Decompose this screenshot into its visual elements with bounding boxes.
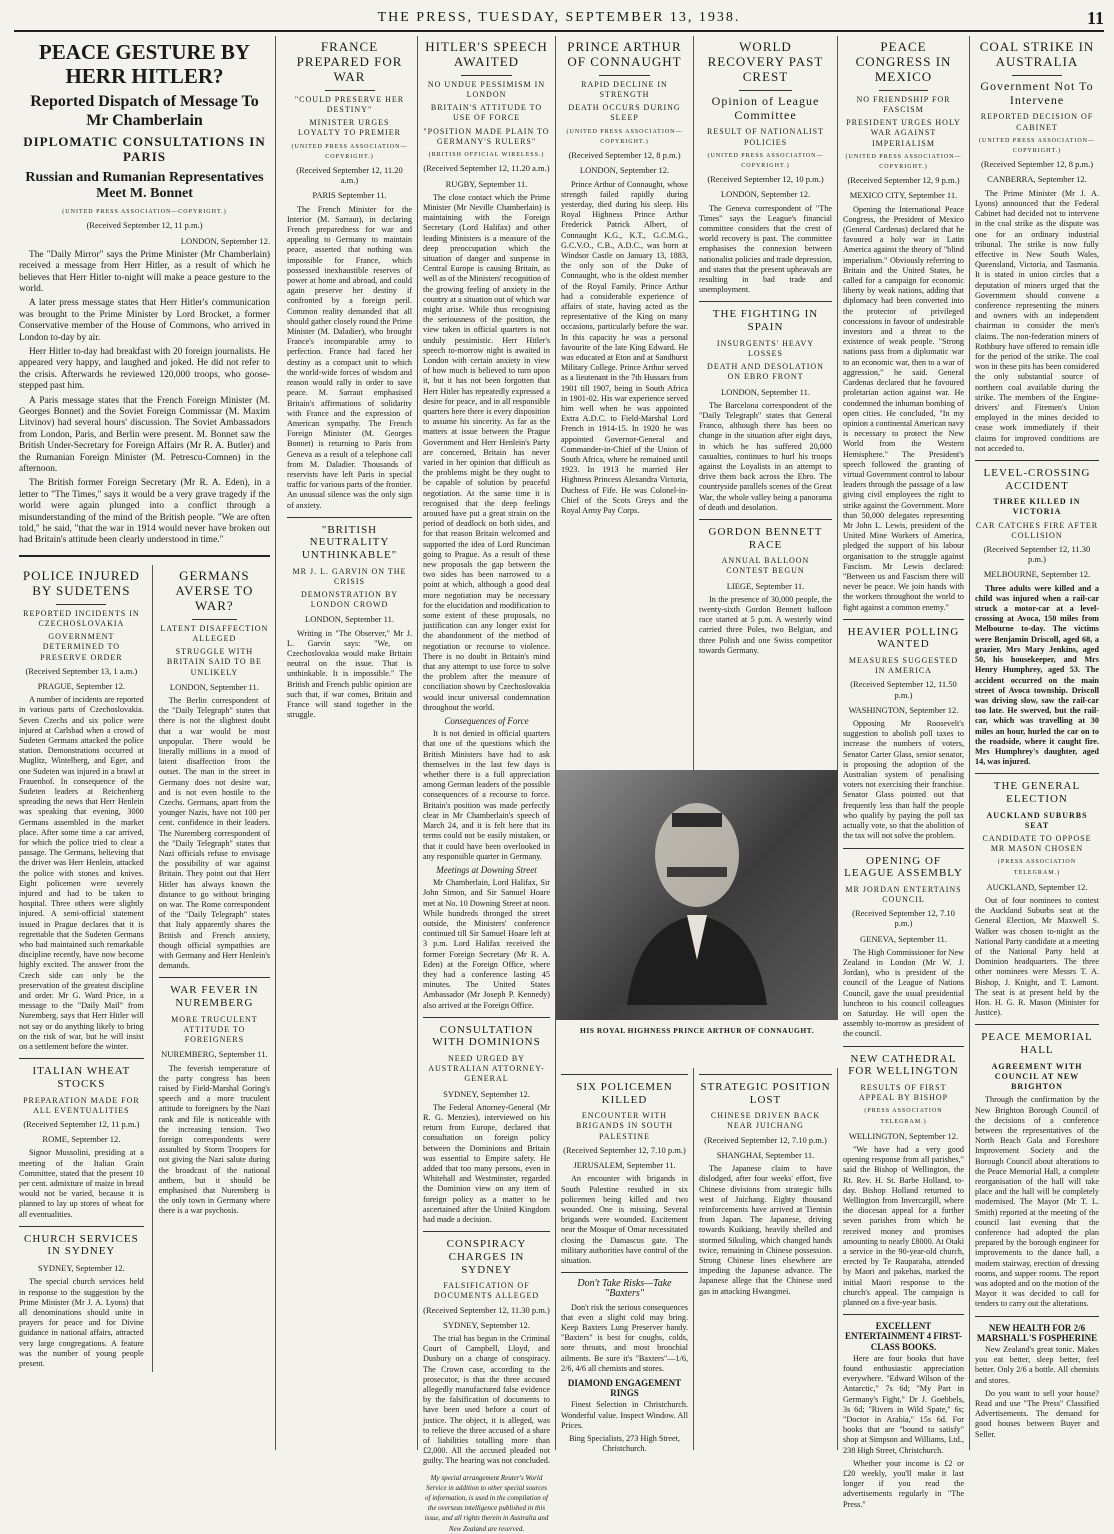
article-text: Three adults were killed and a child was injured when a rail-car struck a motor-car at a level-crossing at Avoca, 150 miles from Melbourne to-day. The victims were Benjamin Driscoll, aged 68, a grazier, Mrs Mary Jenkins, aged 50, his housekeeper, and Mrs Henry Humphrey, aged 53. The accident occurred on the main street of Avoca township. Driscoll was driving slow, saw the rail-car too late. He swerved, but the rail-car, which was travelling at 30 miles an hour, hurled the car on to the roadside, where it caught fire. Mrs Humphrey's daughter, aged 14, was injured. <box>975 583 1099 767</box>
ad-rings-footer: Bing Specialists, 273 High Street, Christchurch. <box>569 1433 680 1454</box>
ad-books-heading: EXCELLENT ENTERTAINMENT 4 FIRST-CLASS BOOKS. <box>844 1321 963 1352</box>
subheadline: PREPARATION MADE FOR ALL EVENTUALITIES <box>23 1095 140 1115</box>
received-line: (Received September 12, 11.20 a.m.) <box>296 165 403 186</box>
headline-church-services: CHURCH SERVICES IN SYDNEY <box>24 1232 139 1258</box>
subheadline: CAR CATCHES FIRE AFTER COLLISION <box>975 520 1099 540</box>
received-line: (Received September 12, 9 p.m.) <box>847 175 960 186</box>
article-text: The Berlin correspondent of the "Daily Telegraph" states that there is not the slightest doubt that a war would be most unpopular. There would be literally millions in a mood of latent disaffection from the outset. The man in the street in Germany does not desire war, and is not even hostile to the Czechs. Germans, apart from the younger Nazis, have not 100 per cent. confidence in their leaders. The Nuremberg correspondent of the "Daily Telegraph" states that Nazi officials refuse to envisage the possibility of war against Britain. They point out that Herr Hitler has always known the distance to go without bringing on war. The Rome correspondent of the "Daily Telegraph" states that Italy apparently shares the British and French anxiety, though official sympathies are with Germany and Herr Henlein's demands. <box>158 695 270 971</box>
article-paragraph: Herr Hitler to-day had breakfast with 20 foreign journalists. He appeared very happy, and laughed and joked. He did not refer to the crisis. Afterwards he reviewed 120,000 troops, who goose-stepped past him. <box>19 346 270 392</box>
article-text: The Japanese claim to have dislodged, after four weeks' effort, five Chinese divisions from strategic hills west of Juichang. Eighty thousand reinforcements have arrived at Tientsin from Japan. The Japanese, driving towards Kuikiang, heavily shelled and stormed Sikuling, which changed hands twice, remaining in Chinese possession. Strong Chinese lines elsewhere are impeding the Japanese advance. The Japanese allege that the Chinese used gas in attacking Hwangmei. <box>699 1164 832 1296</box>
article-text: Signor Mussolini, presiding at a meeting of the Italian Grain Committee, stated that the present 10 per cent. admixture of maize in bread would not be varied, because it is planned to lay up stores of wheat for all eventualities. <box>19 1148 144 1219</box>
subheadline: "POSITION MADE PLAIN TO GERMANY'S RULERS" <box>423 126 550 146</box>
headline-italian-wheat: ITALIAN WHEAT STOCKS <box>32 1065 131 1090</box>
agency-line: (UNITED PRESS ASSOCIATION—COPYRIGHT.) <box>291 143 408 160</box>
subheadline-consultations: DIPLOMATIC CONSULTATIONS IN PARIS <box>23 134 266 164</box>
subheadline: AUCKLAND SUBURBS SEAT <box>986 810 1088 830</box>
headline-six-policemen: SIX POLICEMEN KILLED <box>576 1081 673 1106</box>
agency-line: (UNITED PRESS ASSOCIATION—COPYRIGHT.) <box>62 209 227 216</box>
column-6 <box>838 36 970 1509</box>
dateline: NUREMBERG, September 11. <box>161 1049 268 1060</box>
article-text: "We have had a very good opening response from all parishes," said the Bishop of Wellington, the Rt. Rev. H. St. Barbe Holland, to-day. Bishop Holland returned to Wellington from Invercargill, where the diocesan appeal for a further seven parishes from which he received money and promises amounting to nearly £8000. At Otaki a service in the 90-year-old church, erected by Te Rauparaha, attended by Maori and pakehas, marked the initial Maori response to the church's appeal. The campaign is planned on a five-year basis. <box>843 1144 964 1307</box>
dateline: LONDON, September 12. <box>720 189 811 200</box>
received-line: (Received September 12, 7.10 p.m.) <box>704 1134 827 1145</box>
article-text: The French Minister for the Interior (M. Sarraut), in declaring French preparedness for war and appealing to Germany to maintain peace, asserted that nothing was impossible for France, which possessed inexhaustible reserves of power at home and abroad, and could again preserve her destiny if confronted by a foreign peril. Common reality demanded that all should gather closely round the Prime Minister (M. Daladier), who brought France's incomparable army to perfection. France had faced her destiny as a compact unit to which the world-wide forces of wisdom and reason would rally in order to save peace. M. Sarraut emphasised Britain's affirmations of solidarity with France and the expression of American sympathy. The French Foreign Minister (M. Georges Bonnet) is returning to Paris from Geneva as a result of a telephone call from M. Daladier. Thousands of reservists have left Paris in special traffic for various parts of the frontier. An unusual silence was the only sign of anxiety. <box>287 204 412 510</box>
subheadline: FALSIFICATION OF DOCUMENTS ALLEGED <box>433 1281 540 1301</box>
dateline: LONDON, September 12. <box>180 235 270 246</box>
subheadline: PRESIDENT URGES HOLY WAR AGAINST IMPERIALISM <box>846 118 961 148</box>
headline-peace-congress: PEACE CONGRESS IN MEXICO <box>855 39 952 84</box>
dateline: MELBOURNE, September 12. <box>983 569 1091 580</box>
subheadline: CANDIDATE TO OPPOSE MR MASON CHOSEN <box>982 834 1092 854</box>
headline-general-election: THE GENERAL ELECTION <box>993 780 1081 805</box>
agency-line: (UNITED PRESS ASSOCIATION—COPYRIGHT.) <box>978 137 1095 155</box>
headline-hitlers-speech: HITLER'S SPEECH AWAITED <box>425 39 548 69</box>
column-1 <box>14 36 276 1450</box>
dateline: ROME, September 12. <box>42 1134 121 1145</box>
received-line: (Received September 12, 8 p.m.) <box>568 150 681 161</box>
dateline: JERUSALEM, September 11. <box>573 1160 676 1171</box>
article-text: The close contact which the Prime Minister (Mr Neville Chamberlain) is maintaining with the Foreign Secretary (Lord Halifax) and other leading Ministers is a measure of the deep preoccupation which the situation of danger and suspense in Central Europe is causing Britain, as well as of the Ministers' recognition of the growing feeling of anxiety in the country at a situation out of which war might arise. While thus recognising the seriousness of the position, the view taken in official quarters is not unduly pessimistic. Herr Hitler's speech to-morrow night is awaited in London with certain anxiety in view of how much is believed to turn upon it, but it has not been forgotten that Herr Hitler has repeatedly expressed a desire for peace, and in all responsible quarters here there is every disposition to assume his sincerity. As far as the matters at issue between the Prague Government and Herr Henlein's Party are concerned, Britain has never varied in her opinion that difficult as the problems might be they ought to be capable of solution by peaceful negotiation. At the same time it is recognised that the deep feelings aroused have put a great strain on the period of deadlock on both sides, and for that reason Britain welcomed and supported the idea of Lord Runciman going to Prague. As a result of these new proposals the gap between the two sides has been narrowed to a point at which, although a good deal more negotiation may be necessary for the elucidation and modification to some extent of these proposals, no justification can any longer exist for the abandonment of the method of negotiation or recourse to violence. There is no doubt in Britain's mind that any attempt to use force to solve the problem after the measure of conciliation shown by Czechoslovakia would incur universal condemnation throughout the world. <box>423 192 550 712</box>
article-text: The Geneva correspondent of "The Times" says the League's financial committee considers that the crest of world recovery is past. The committee emphasises the connexion between nationalist policies and trade depression, and states that the present upheavals are resulting in bad trade and unemployment. <box>699 203 833 295</box>
dateline: RUGBY, September 11. <box>445 178 528 189</box>
subheadline: DEATH AND DESOLATION ON EBRO FRONT <box>707 362 824 382</box>
subheadline: RESULTS OF FIRST APPEAL BY BISHOP <box>858 1082 949 1103</box>
headline-peace-gesture: PEACE GESTURE BY HERR HITLER? <box>38 40 251 89</box>
article-text: An encounter with brigands in South Palestine resulted in six policemen being killed and two wounded. One is missing. Several brigands were wounded. Excitement near the Mosque of Omar necessitated closing the Damascus gate. The military authorities have control of the situation. <box>561 1174 688 1265</box>
subheadline: LATENT DISAFFECTION ALLEGED <box>160 623 269 643</box>
subheadline: BRITAIN'S ATTITUDE TO USE OF FORCE <box>430 103 543 123</box>
article-text: The Federal Attorney-General (Mr R. G. Menzies), interviewed on his return from Europe, declared that consultation on foreign policy between the Dominions and Britain was essential to Empire safety. He added that too many persons, even in Whitehall and Westminster, regarded the Dominion view on any item of foreign policy as a matter to be ascertained after the United Kingdom had made a decision. <box>423 1102 550 1225</box>
dateline: CANBERRA, September 12. <box>987 174 1087 185</box>
section-subhead: Meetings at Downing Street <box>436 864 537 875</box>
subheadline: REPORTED INCIDENTS IN CZECHOSLOVAKIA <box>23 608 140 628</box>
dateline: SYDNEY, September 12. <box>443 1088 530 1099</box>
dateline: WELLINGTON, September 12. <box>848 1130 959 1141</box>
agency-line: (UNITED PRESS ASSOCIATION—COPYRIGHT.) <box>707 152 824 170</box>
received-line: (Received September 12, 11.30 p.m.) <box>423 1304 550 1315</box>
ad-fospherine-text: New Zealand's great tonic. Makes you eat better, sleep better, feel better. Only 2/6 a bottle. All chemists and stores. <box>975 1345 1099 1385</box>
subheadline-dispatch: Reported Dispatch of Message To Mr Chamberlain <box>30 93 259 129</box>
ad-press-text: Whether your income is £2 or £20 weekly, you'll make it last longer if you read the advertisements regularly in "The Press." <box>843 1458 964 1509</box>
ad-baxters-title: Don't Take Risks—Take "Baxters" <box>577 1278 672 1300</box>
section-subhead: Consequences of Force <box>444 716 529 727</box>
dateline: SHANGHAI, September 11. <box>716 1149 815 1160</box>
article-text: The Prime Minister (Mr J. A. Lyons) announced that the Federal Cabinet had decided not to intervene in the coal strike as the dispute was one for an ordinary industrial tribunal. The strike is now fully effective in New South Wales, Queensland, Victoria, and Tasmania. It is stated in union circles that a deputation of miners urged that the Government should convene a conference representing the miners and owners with an independent chairman to consider the men's claims. The non-federation miners of Rothbury have offered to remain idle for the period of the strike. The coal won in these pits has been considered the only substantial source of northern coal available during the strike. The members of the Engine-drivers' and Firemen's Union employed in the mines decided to cease work immediately if their claims for improved conditions are not acceded to. <box>975 188 1099 453</box>
portrait-photo-block <box>556 770 838 1070</box>
article-text: Writing in "The Observer," Mr J. L. Garvin says: "We, on Czechoslovakia would make Britain neutral on the issue. That is unthinkable. It is impossible." The British and French public opinion are such that, if war comes, Britain and France will stand together in the struggle. <box>287 628 412 720</box>
dateline: LONDON, September 12. <box>579 165 670 176</box>
subheadline: MR JORDAN ENTERTAINS COUNCIL <box>845 884 962 904</box>
column-2 <box>282 36 418 1450</box>
article-paragraph: The "Daily Mirror" says the Prime Minister (Mr Chamberlain) received a message from Herr Hitler, as a result of which he believes that Herr Hitler to-night will make a peace gesture to the world. <box>19 249 270 294</box>
lower-split <box>19 565 270 1372</box>
portrait-photo <box>556 770 838 1020</box>
column-3 <box>418 36 556 1533</box>
agency-line: (UNITED PRESS ASSOCIATION—COPYRIGHT.) <box>845 153 962 171</box>
article-text: Opposing Mr Roosevelt's suggestion to abolish poll taxes to increase the numbers of voters, Senator Carter Glass, senior senator, is proposing the adoption of the Australian system of penalising voters not exercising their franchise. Senator Glass pointed out that frequently less than half the people who qualify by paying the poll tax actually vote, so that the abolition of the tax will not solve the problem. <box>843 719 964 841</box>
dateline: LONDON, September 11. <box>169 681 259 692</box>
subheadline: REPORTED DECISION OF CABINET <box>980 112 1094 132</box>
subheadline-government: Government Not To Intervene <box>980 78 1094 107</box>
article-text: It is not denied in official quarters that one of the questions which the British Ministers have had to ask themselves in the last few days is whether there is a full appreciation among German leaders of the possible consequences of a recourse to force. Britain's position was made perfectly clear in Mr Chamberlain's speech of March 24, and it is felt here that its terms could not be easily mistaken, or that it could have been overlooked in any responsible quarter in Germany. <box>423 729 550 861</box>
headline-france-prepared: FRANCE PREPARED FOR WAR <box>296 39 403 84</box>
headline-new-cathedral: NEW CATHEDRAL FOR WELLINGTON <box>848 1052 959 1078</box>
ad-classified-text: Do you want to sell your house? Read and use "The Press" Classified Advertisements. The demand for good houses between Buyer and Seller. <box>975 1388 1099 1439</box>
subheadline: AGREEMENT WITH COUNCIL AT NEW BRIGHTON <box>991 1061 1083 1092</box>
headline-level-crossing: LEVEL-CROSSING ACCIDENT <box>983 466 1091 492</box>
headline-war-fever: WAR FEVER IN NUREMBERG <box>170 984 259 1010</box>
subheadline-league-committee: Opinion of League Committee <box>711 93 820 122</box>
subheadline: RAPID DECLINE IN STRENGTH <box>581 79 668 100</box>
subheadline: STRUGGLE WITH BRITAIN SAID TO BE UNLIKELY <box>166 647 262 677</box>
received-line: (Received September 12, 11.20 a.m.) <box>423 163 550 174</box>
subheadline: ANNUAL BALLOON CONTEST BEGUN <box>721 556 810 576</box>
dateline: LONDON, September 11. <box>721 386 810 397</box>
dateline: SYDNEY, September 12. <box>443 1319 530 1330</box>
subheadline: DEATH OCCURS DURING SLEEP <box>568 103 681 123</box>
received-line: (Received September 12, 11.50 p.m.) <box>850 679 957 700</box>
masthead <box>14 6 1104 32</box>
article-germans-averse <box>152 565 270 1372</box>
subheadline: MINISTER URGES LOYALTY TO PREMIER <box>298 118 401 138</box>
headline-gordon-bennett: GORDON BENNETT RACE <box>708 525 823 551</box>
headline-conspiracy-charges: CONSPIRACY CHARGES IN SYDNEY <box>446 1238 527 1276</box>
subheadline: "COULD PRESERVE HER DESTINY" <box>294 94 405 115</box>
ad-rings-text: Finest Selection in Christchurch. Wonderful value. Inspect Window. All Prices. <box>561 1400 688 1430</box>
dateline: LONDON, September 11. <box>305 614 394 625</box>
received-line: (Received September 12, 7.10 p.m.) <box>563 1144 686 1155</box>
article-text: The feverish temperature of the party congress has been raised by Field-Marshal Goring's speech and a more truculent attitude to foreigners by the Nazi rank and file is noticeable with the increasing tension. Two foreign correspondents were assaulted by Storm Troopers for not giving the Nazi salute during the broadcast of the national anthem, but it should be emphasised that Nuremberg is the only town in Germany where there is a war psychosis. <box>158 1063 270 1216</box>
article-text: The Barcelona correspondent of the "Daily Telegraph" states that General Franco, although there has been no change in the situation after eight days, in which he has suffered 20,000 casualties, continues to hurl his troops against the Loyalists in an attempt to drive them back across the Ebro. The countryside parallels scenes of the Great War, the whole valley being a panorama of death and desolation. <box>699 400 832 512</box>
article-text: A number of incidents are reported in various parts of Czechoslovakia. Seven Czechs and six police were injured at Carlsbad when a crowd of Sudeten Germans attacked the police station. Demonstrations occurred at Muglitz, Wintelberg, and Eger, and one Sudeten was injured in a brawl at Frauenhof. In consequence of the Sudeten leaders at Reichenberg spreading the news that Herr Henlein was speaking that evening, 3000 Germans assembled in the market place. After some time a car arrived, for which the police tried to clear a passage. The Germans, believing that the driver was Herr Henlein, attacked the police with stones and knives. Eight policemen were severely injured and had to be taken to hospital. Three others were slightly injured. A semi-official statement issued in Prague declares that it is regrettable that the Sudeten Germans who had maintained such remarkable discipline recently, have now become highly excited. The answer from the Czech side can only be the preservation of the greatest discipline and order. Mr G. Ward Price, in a message to the "Daily Mail" from Nuremberg, says that Herr Hitler will not say or do anything likely to bring on the risk of war, but he will insist on a settlement before the winter. <box>19 695 144 1052</box>
article-text: Mr Chamberlain, Lord Halifax, Sir John Simon, and Sir Samuel Hoare met at No. 10 Downing Street at noon. While hundreds thronged the street outside, the Ministers' conference continued till Sir Samuel Hoare left at 3 p.m. Lord Halifax received the former Foreign Secretary (Mr R. A. Eden) at the Foreign Office, where they had a conference lasting 45 minutes. The United States Ambassador (Mr Joseph P. Kennedy) also arrived at the Foreign Office. <box>423 878 550 1010</box>
dateline: MEXICO CITY, September 11. <box>849 190 958 201</box>
subheadline: MR J. L. GARVIN ON THE CRISIS <box>292 566 407 586</box>
headline-coal-strike: COAL STRIKE IN AUSTRALIA <box>979 39 1095 69</box>
headline-league-assembly: OPENING OF LEAGUE ASSEMBLY <box>844 854 963 880</box>
copyright-notice: My special arrangement Reuter's World Service in addition to other special sources of information, is used in the compilation of the overseas intelligence published in this issue, and all rights therein in Australia and New Zealand are reserved. <box>424 1473 549 1533</box>
received-line: (Received September 12, 11 p.m.) <box>86 220 203 231</box>
article-paragraph: A Paris message states that the French Foreign Minister (M. Georges Bonnet) and the Soviet Foreign Commissar (M. Maxim Litvinov) had several hours' discussion. The Soviet Ambassadors from London, Paris, and Berlin were present. M. Bonnet saw the British Under-Secretary for Foreign Affairs (Mr R. A. Butler) and the Rumanian Foreign Minister (M. Petrescu-Comnen) in the afternoon. <box>19 395 270 475</box>
page-number: 11 <box>1086 8 1104 28</box>
subheadline: THREE KILLED IN VICTORIA <box>993 497 1081 517</box>
headline-strategic-position: STRATEGIC POSITION LOST <box>700 1081 831 1106</box>
subheadline: NO UNDUE PESSIMISM IN LONDON <box>427 79 546 100</box>
divider <box>19 555 270 557</box>
ad-fospherine-heading: NEW HEALTH FOR 2/6 MARSHALL'S FOSPHERINE <box>976 1322 1098 1343</box>
headline-police-injured: POLICE INJURED BY SUDETENS <box>22 567 140 598</box>
subheadline: RESULT OF NATIONALIST POLICIES <box>706 127 824 147</box>
ad-rings-heading: DIAMOND ENGAGEMENT RINGS <box>567 1377 682 1399</box>
subheadline: INSURGENTS' HEAVY LOSSES <box>716 338 815 358</box>
headline-consultation-dominions: CONSULTATION WITH DOMINIONS <box>432 1023 541 1049</box>
received-line: (Received September 12, 7.10 p.m.) <box>852 908 955 929</box>
headline-british-neutrality: "BRITISH NEUTRALITY UNTHINKABLE" <box>301 523 398 562</box>
subheadline: DEMONSTRATION BY LONDON CROWD <box>300 590 399 610</box>
headline-peace-memorial-hall: PEACE MEMORIAL HALL <box>981 1031 1093 1057</box>
column-7 <box>970 36 1104 1450</box>
agency-line: (UNITED PRESS ASSOCIATION—COPYRIGHT.) <box>566 128 683 145</box>
received-line: (Received September 12, 11 p.m.) <box>23 1118 140 1129</box>
article-paragraph: The British former Foreign Secretary (Mr R. A. Eden), in a letter to "The Times," says it would be a very grave tragedy if the world were again plunged into a conflict through a misunderstanding of the mind of the British people. "We are often told," he said, "that the war in 1914 would never have broken out had Britain's attitude been clearly understood in time." <box>19 478 270 546</box>
article-text: Prince Arthur of Connaught, whose strength failed rapidly during yesterday, died during his sleep. His Royal Highness Prince Arthur Frederick Patrick Albert, of Connaught K.G., K.T., G.C.M.G., G.C.V.O., C.B., A.D.C., was born at Windsor Castle on January 13, 1883, the only son of the Duke of Connaught, who is the oldest member of the Royal Family. Prince Arthur had a considerable experience of affairs of state, having acted as the representative of the King on many occasions, particularly before the war. In this capacity he was a personal favourite of the late King Edward. He was educated at Eton and at Sandhurst Military College. Prince Arthur served as a lieutenant in the 7th Hussars from 1901 till 1907, being in South Africa in 1901-02. His war experience served him well when he was appointed Extra A.D.C. to Field-Marshal Lord French in 1914-15. In 1920 he was appointed Governor-General and Commander-in-Chief of the Union of South Africa, where he remained until 1923. In 1913 he married Her Highness Princess Alexandra Victoria, Duchess of Fife. He was Colonel-in-Chief of the Scots Greys and the Royal Army Pay Corps. <box>561 179 688 515</box>
dateline: WASHINGTON, September 12. <box>848 704 959 715</box>
dateline: PARIS September 11. <box>312 190 387 201</box>
article-police-injured <box>19 565 144 1372</box>
subheadline: MEASURES SUGGESTED IN AMERICA <box>848 656 959 676</box>
subheadline-russian-rumanian: Russian and Rumanian Representatives Meet M. Bonnet <box>25 169 264 202</box>
received-line: (Received September 12, 8 p.m.) <box>980 159 1094 170</box>
portrait-silhouette-icon <box>617 785 777 1005</box>
article-text: The trial has begun in the Criminal Court of Campbell, Lloyd, and Dusbury on a charge of conspiracy. The Crown case, according to the prosecutor, is that the three accused allegedly manufactured false evidence by the falsification of documents to have been used before a court of justice. The object, it is alleged, was to relieve the three accused of a share of liabilities totalling more than £2,000. All the accused pleaded not guilty. The hearing was not concluded. <box>423 1334 550 1466</box>
article-text: Through the confirmation by the New Brighton Borough Council of the decisions of a conference between the representatives of the North Beach Gala and Foreshore Improvement Society and the Borough Council about alterations to the Peace Memorial Hall, a complete reorganisation of the hall will take place and the hall will be completely modernised. The Mayor (Mr T. L. Smith) reported at the meeting of the council last evening that the conference had adopted the plan prepared by the borough engineer for improvements to the dance hall, a modern stairway, erection of dressing rooms, and supper rooms. The report was adopted and on the motion of the Mayor it was decided to call for tenders to carry out the alterations. <box>975 1095 1099 1309</box>
ad-baxters-text: Don't risk the serious consequences that even a slight cold may bring. Keep Baxters Lung Preserver handy. "Baxters" is best for coughs, colds, sore throats, and most bronchial ailments. Be sure it's "Baxters"—1/6, 2/6, 4/6 all chemists and stores. <box>561 1302 688 1373</box>
column-4-lower <box>556 1068 694 1454</box>
subheadline: CHINESE DRIVEN BACK NEAR JUICHANG <box>710 1111 821 1131</box>
received-line: (Received September 12, 10 p.m.) <box>707 174 824 185</box>
dateline: SYDNEY, September 12. <box>38 1263 125 1274</box>
article-text: In the presence of 30,000 people, the twenty-sixth Gordon Bennett balloon race started at 5 p.m. A westerly wind carried three Poles, two Belgian, and three Polish and one Swiss competitor towards Germany. <box>699 594 832 655</box>
column-5-lower <box>694 1068 838 1450</box>
dateline: LIEGE, September 11. <box>726 580 805 591</box>
received-line: (Received September 12, 11.30 p.m.) <box>983 544 1091 565</box>
headline-world-recovery: WORLD RECOVERY PAST CREST <box>707 39 824 84</box>
subheadline: NEED URGED BY AUSTRALIAN ATTORNEY-GENERAL <box>428 1054 545 1084</box>
headline-fighting-spain: THE FIGHTING IN SPAIN <box>712 308 819 334</box>
subheadline: NO FRIENDSHIP FOR FASCISM <box>856 94 951 115</box>
headline-germans-averse: GERMANS AVERSE TO WAR? <box>175 567 254 613</box>
agency-line: (PRESS ASSOCIATION TELEGRAM.) <box>997 859 1077 876</box>
dateline: PRAGUE, September 12. <box>37 680 126 691</box>
article-text: Out of four nominees to contest the Auckland Suburbs seat at the General Election, Mr Maxwell S. Walker was chosen to-night as the National Party candidate at a meeting of the National Party held at Dominion headquarters. The three other nominees were Messrs T. A. Bishop, J. Knight, and T. Lamont. The seat is at present held by the Hon. H. G. R. Mason (Minister for Justice). <box>975 896 1099 1018</box>
ad-books-text: Here are four books that have found enthusiastic appreciation everywhere. "Edward Wilson of the Antarctic," 7s 6d; "My Part in Germany's Fight," Dr J. Goebbels, 3s 6d; "Rivers in Wild Spate," 6s; "Doctor in Arabia," 15s 6d. For books that are "bound to satisfy" shop at Simpson and Williams, Ltd., 238 High Street, Christchurch. <box>843 1353 964 1455</box>
column-5 <box>694 36 838 770</box>
masthead-title: THE PRESS, TUESDAY, SEPTEMBER 13, 1938. <box>377 10 741 25</box>
subheadline: ENCOUNTER WITH BRIGANDS IN SOUTH PALESTINE <box>575 1111 673 1141</box>
received-line: (Received September 13, 1 a.m.) <box>25 665 138 676</box>
dateline: AUCKLAND, September 12. <box>986 881 1088 892</box>
headline-prince-arthur: PRINCE ARTHUR OF CONNAUGHT <box>567 39 682 69</box>
agency-line: (BRITISH OFFICIAL WIRELESS.) <box>428 152 545 159</box>
article-text: Opening the International Peace Congress, the President of Mexico (General Cardenas) declared that he favoured a holy war in Latin America against the theory of "blind imperialism." Obviously referring to Britain and the United States, he called for a campaign for economic liberty by weak nations, adding that diplomacy had been converted into the protector of privileged concessions in favour of undesirable investors and a threat to the existence of weak people. "Strong nations pass from a diplomatic war to an economic war, then to a war of aggression," he said. General Cardenas declared that he favoured proletarian action against war. He condemned the inhuman bombing of open cities. He concluded, "In my opinion a continental American navy is necessary to protect the New World from the Western Hemisphere." The President's speech followed the granting of virtual Government control to labour leaders through the passage of a law giving civil employees the right to strike against the Government. More than 50,000 delegates representing Mr John L. Lewis, president of the United Mine Workers of America, pledged the support of his labour organisation to the struggle against Fascism. Mr Lewis declared: "Between us and Fascism there will never be peace. We join hands with the workers throughout the world to fight against a common enemy." <box>843 204 964 612</box>
headline-heavier-polling: HEAVIER POLLING WANTED <box>847 625 960 651</box>
dateline: GENEVA, September 11. <box>860 933 947 944</box>
article-paragraph: A later press message states that Herr Hitler's communication was brought to the Prime Minister by Lord Brocket, a former Conservative member of the House of Commons, who arrived in London to-day by air. <box>19 298 270 343</box>
photo-caption: HIS ROYAL HIGHNESS PRINCE ARTHUR OF CONNAUGHT. <box>580 1026 814 1035</box>
subheadline: MORE TRUCULENT ATTITUDE TO FOREIGNERS <box>171 1014 258 1045</box>
article-text: The High Commissioner for New Zealand in London (Mr W. J. Jordan), who is president of the council of the League of Nations Council, gave the usual presidential luncheon to his council colleagues on Saturday. He will open the assembly to-morrow as president of the council. <box>843 947 964 1039</box>
subheadline: GOVERNMENT DETERMINED TO PRESERVE ORDER <box>40 632 123 662</box>
agency-line: (PRESS ASSOCIATION TELEGRAM.) <box>864 1108 943 1125</box>
article-text: The special church services held in response to the suggestion by the Prime Minister (Mr J. A. Lyons) that all denominations should unite in prayers for peace and for Divine guidance in national affairs, attracted very large congregations. A feature was the number of young people present. <box>19 1277 144 1368</box>
